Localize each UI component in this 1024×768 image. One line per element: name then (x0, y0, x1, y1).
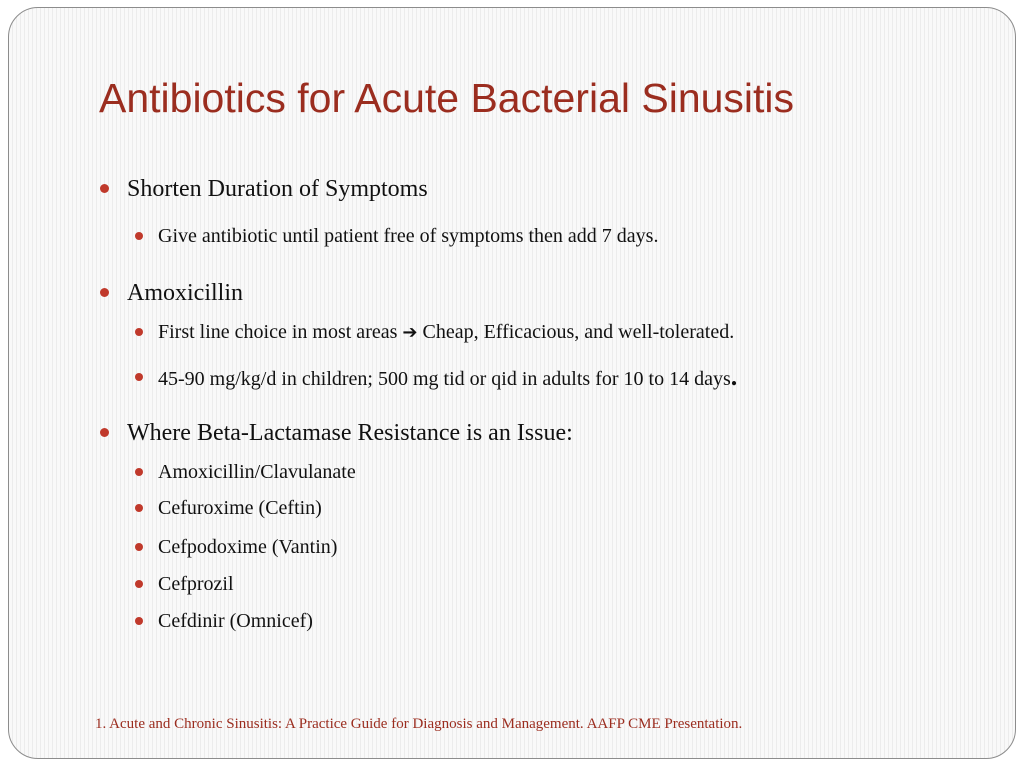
bullet-dot-icon (100, 428, 109, 437)
bullet-dot-icon (135, 232, 143, 240)
bullet-item (127, 174, 428, 204)
bullet-dot-icon (100, 184, 109, 193)
sub-bullet-text: 45-90 mg/kg/d in children; 500 mg tid or qid in adults for 10 to 14 days (158, 368, 731, 390)
bullet-item (127, 418, 573, 448)
bullet-dot-icon (100, 288, 109, 297)
sub-bullet-text: Cefprozil (158, 573, 234, 595)
right-arrow-icon: ➔ (402, 322, 418, 343)
sub-bullet-item (158, 608, 313, 634)
sub-bullet-item (158, 223, 658, 249)
sub-bullet-text: Cefdinir (Omnicef) (158, 610, 313, 632)
bullet-dot-icon (135, 504, 143, 512)
sub-bullet-text: Amoxicillin/Clavulanate (158, 461, 356, 483)
sub-bullet-item (158, 319, 734, 346)
slide-title: Antibiotics for Acute Bacterial Sinusitis (99, 75, 795, 121)
bullet-text: Amoxicillin (127, 280, 243, 306)
bullet-item (127, 278, 243, 308)
bullet-text: Shorten Duration of Symptoms (127, 176, 428, 202)
footnote-citation: 1. Acute and Chronic Sinusitis: A Practice Guide for Diagnosis and Management. AAFP CME Presentation. (95, 716, 743, 732)
bullet-list (9, 8, 1015, 758)
sub-bullet-text: Cheap, Efficacious, and well-tolerated. (422, 321, 735, 343)
sub-bullet-item (158, 364, 737, 392)
bullet-dot-icon (135, 373, 143, 381)
sub-bullet-period: . (730, 362, 738, 391)
bullet-text: Where Beta-Lactamase Resistance is an Issue: (127, 420, 573, 446)
sub-bullet-item (158, 459, 356, 485)
slide-frame (8, 7, 1016, 759)
sub-bullet-item (158, 495, 322, 521)
bullet-dot-icon (135, 580, 143, 588)
bullet-dot-icon (135, 468, 143, 476)
bullet-dot-icon (135, 328, 143, 336)
sub-bullet-text: Cefuroxime (Ceftin) (158, 497, 322, 519)
sub-bullet-text: Cefpodoxime (Vantin) (158, 536, 338, 558)
sub-bullet-text: Give antibiotic until patient free of symptoms then add 7 days. (158, 225, 659, 247)
sub-bullet-item (158, 534, 337, 560)
bullet-dot-icon (135, 543, 143, 551)
bullet-dot-icon (135, 617, 143, 625)
sub-bullet-item (158, 571, 234, 597)
sub-bullet-text: First line choice in most areas (158, 321, 398, 343)
